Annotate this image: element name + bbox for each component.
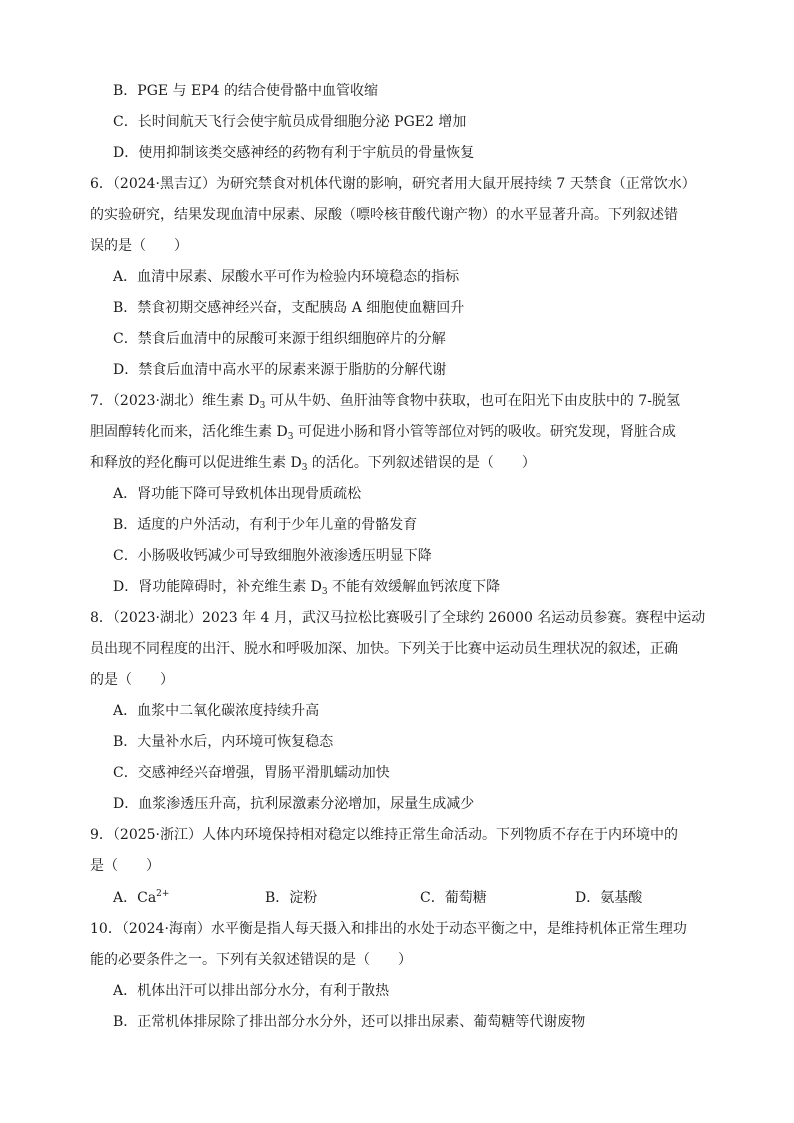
q6-stem-line2: 的实验研究，结果发现血清中尿素、尿酸（嘌呤核苷酸代谢产物）的水平显著升高。下列叙述错 — [90, 207, 678, 223]
q8-option-a: A．血浆中二氧化碳浓度持续升高 — [113, 703, 320, 719]
q10-stem-line1: 10．（2024·海南）水平衡是指人每天摄入和排出的水处于动态平衡之中，是维持机体正常生理功 — [90, 921, 687, 937]
q6-stem-line1: 6．（2024·黑吉辽）为研究禁食对机体代谢的影响，研究者用大鼠开展持续 7 天禁食（正常饮水） — [90, 176, 696, 192]
q7-option-c: C．小肠吸收钙减少可导致细胞外液渗透压明显下降 — [113, 548, 432, 564]
q9-option-c: C．葡萄糖 — [420, 890, 487, 906]
q10-option-b: B．正常机体排尿除了排出部分水分外，还可以排出尿素、葡萄糖等代谢废物 — [113, 1014, 586, 1030]
q6-option-d: D．禁食后血清中高水平的尿素来源于脂肪的分解代谢 — [113, 362, 447, 378]
q8-stem-line2: 员出现不同程度的出汗、脱水和呼吸加深、加快。下列关于比赛中运动员生理状况的叙述，正确 — [90, 641, 678, 657]
q6-stem-line3: 误的是（ ） — [90, 238, 188, 254]
q6-option-a: A．血清中尿素、尿酸水平可作为检验内环境稳态的指标 — [113, 269, 460, 285]
q7-option-d: D．肾功能障碍时，补充维生素 $D_3$ 不能有效缓解血钙浓度下降 — [113, 579, 501, 597]
q9-stem-line1: 9．（2025·浙江）人体内环境保持相对稳定以维持正常生命活动。下列物质不存在于内环境中的 — [90, 827, 678, 843]
q9-option-d: D．氨基酸 — [575, 890, 643, 906]
q8-stem-line3: 的是（ ） — [90, 672, 174, 688]
q8-option-b: B．大量补水后，内环境可恢复稳态 — [113, 734, 334, 750]
q8-option-d: D．血浆渗透压升高，抗利尿激素分泌增加，尿量生成减少 — [113, 796, 475, 812]
q7-stem-line3: 和释放的羟化酶可以促进维生素 $D_3$ 的活化。下列叙述错误的是（ ） — [90, 455, 536, 473]
q9-option-a: A．$Ca^{2+}$ — [113, 889, 170, 906]
q7-option-a: A．肾功能下降可导致机体出现骨质疏松 — [113, 486, 362, 502]
q6-option-c: C．禁食后血清中的尿酸可来源于组织细胞碎片的分解 — [113, 331, 446, 347]
q8-option-c: C．交感神经兴奋增强，胃肠平滑肌蠕动加快 — [113, 765, 390, 781]
q7-stem-line1: 7．（2023·湖北）维生素 $D_3$ 可从牛奶、鱼肝油等食物中获取，也可在阳光下由皮肤中的 7-脱氢 — [90, 393, 680, 411]
q7-stem-line2: 胆固醇转化而来，活化维生素 $D_3$ 可促进小肠和肾小管等部位对钙的吸收。研究发现，肾脏合成 — [90, 424, 676, 442]
q8-stem-line1: 8．（2023·湖北）2023 年 4 月，武汉马拉松比赛吸引了全球约 26000 名运动员参赛。赛程中运动 — [90, 610, 706, 626]
q5-option-c: C．长时间航天飞行会使宇航员成骨细胞分泌 PGE2 增加 — [113, 114, 467, 130]
q5-option-b: B．PGE 与 EP4 的结合使骨骼中血管收缩 — [113, 83, 379, 99]
q7-option-b: B．适度的户外活动，有利于少年儿童的骨骼发育 — [113, 517, 418, 533]
q10-option-a: A．机体出汗可以排出部分水分，有利于散热 — [113, 983, 390, 999]
q9-stem-line2: 是（ ） — [90, 858, 160, 874]
q5-option-d: D．使用抑制该类交感神经的药物有利于宇航员的骨量恢复 — [113, 145, 475, 161]
q9-option-b: B．淀粉 — [265, 890, 318, 906]
q10-stem-line2: 能的必要条件之一。下列有关叙述错误的是（ ） — [90, 952, 412, 968]
q6-option-b: B．禁食初期交感神经兴奋，支配胰岛 A 细胞使血糖回升 — [113, 300, 465, 316]
